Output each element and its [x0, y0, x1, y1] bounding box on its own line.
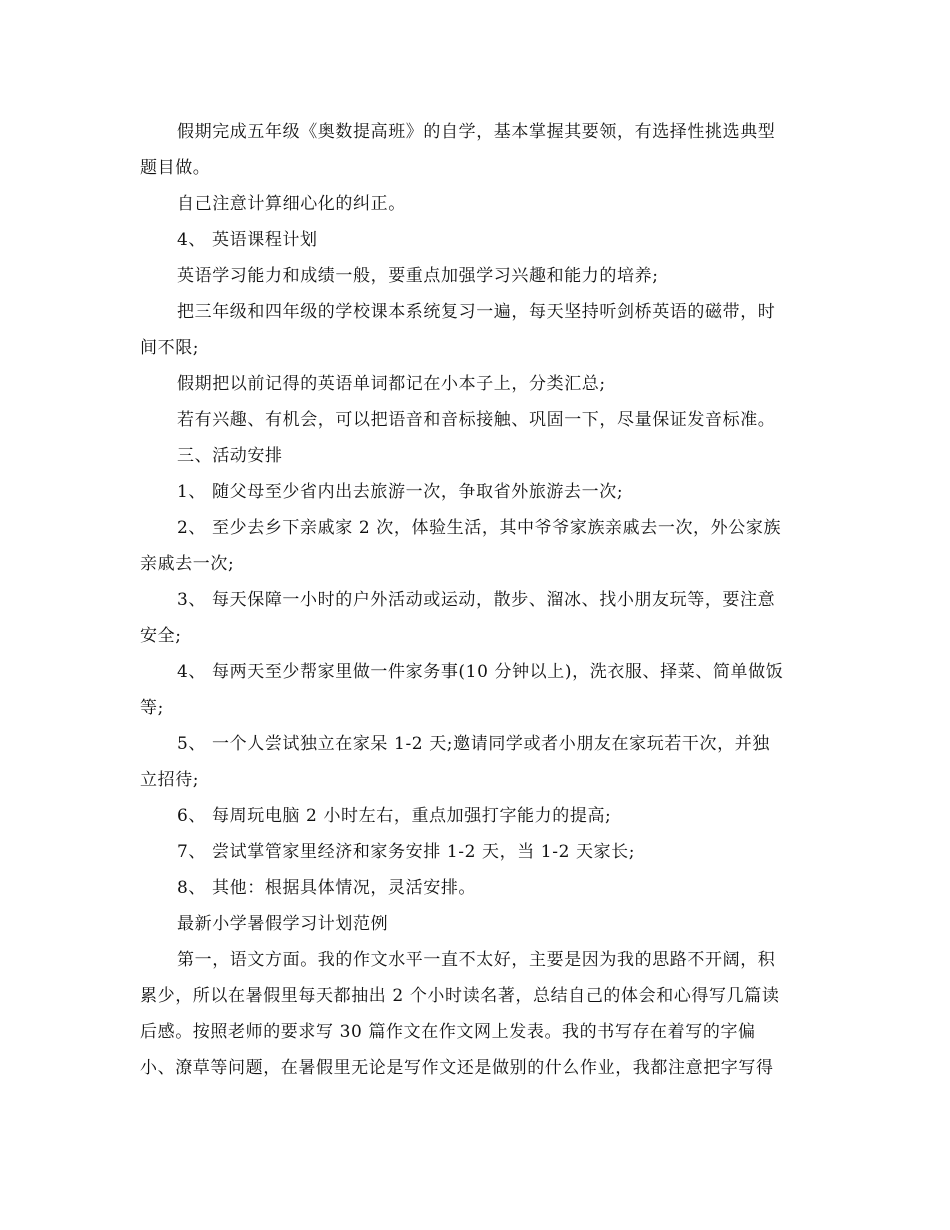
- paragraph-chinese-study: [140, 942, 816, 1086]
- text-line: 若有兴趣、有机会，可以把语音和音标接触、巩固一下，尽量保证发音标准。: [177, 410, 776, 430]
- text-line: 假期完成五年级《奥数提高班》的自学，基本掌握其要领，有选择性挑选典型: [177, 122, 776, 142]
- text-line: 亲戚去一次;: [140, 554, 235, 574]
- paragraph-calc-correction: [140, 186, 816, 222]
- activity-item-1: [140, 474, 816, 510]
- text-line: 6、 每周玩电脑 2 小时左右，重点加强打字能力的提高;: [177, 806, 612, 826]
- activity-item-6: [140, 798, 816, 834]
- text-line: 英语学习能力和成绩一般，要重点加强学习兴趣和能力的培养;: [177, 266, 659, 286]
- text-line: 8、 其他：根据具体情况，灵活安排。: [177, 878, 477, 898]
- text-line: 累少，所以在暑假里每天都抽出 2 个小时读名著，总结自己的体会和心得写几篇读: [140, 986, 780, 1006]
- paragraph-english-ability: [140, 258, 816, 294]
- document-body: [140, 114, 816, 1086]
- text-line: 三、活动安排: [177, 446, 283, 466]
- section-title-summer-plan: [140, 906, 816, 942]
- text-line: 小、潦草等问题，在暑假里无论是写作文还是做别的什么作业，我都注意把字写得: [140, 1058, 774, 1078]
- paragraph-english-review: [140, 294, 816, 366]
- text-line: 3、 每天保障一小时的户外活动或运动，散步、溜冰、找小朋友玩等，要注意: [177, 590, 776, 610]
- text-line: 第一，语文方面。我的作文水平一直不太好，主要是因为我的思路不开阔，积: [177, 950, 776, 970]
- text-line: 1、 随父母至少省内出去旅游一次，争取省外旅游去一次;: [177, 482, 624, 502]
- activity-item-4: [140, 654, 816, 726]
- text-line: 最新小学暑假学习计划范例: [177, 914, 389, 934]
- text-line: 4、 每两天至少帮家里做一件家务事(10 分钟以上)，洗衣服、择菜、简单做饭: [177, 662, 784, 682]
- text-line: 题目做。: [140, 158, 211, 178]
- paragraph-english-words: [140, 366, 816, 402]
- text-line: 5、 一个人尝试独立在家呆 1-2 天;邀请同学或者小朋友在家玩若干次，并独: [177, 734, 770, 754]
- text-line: 间不限;: [140, 338, 200, 358]
- activity-item-3: [140, 582, 816, 654]
- text-line: 把三年级和四年级的学校课本系统复习一遍，每天坚持听剑桥英语的磁带，时: [177, 302, 776, 322]
- heading-activities: [140, 438, 816, 474]
- heading-english-plan: [140, 222, 816, 258]
- text-line: 后感。按照老师的要求写 30 篇作文在作文网上发表。我的书写存在着写的字偏: [140, 1022, 756, 1042]
- text-line: 4、 英语课程计划: [177, 230, 318, 250]
- activity-item-5: [140, 726, 816, 798]
- activity-item-8: [140, 870, 816, 906]
- text-line: 7、 尝试掌管家里经济和家务安排 1-2 天，当 1-2 天家长;: [177, 842, 636, 862]
- text-line: 自己注意计算细心化的纠正。: [177, 194, 406, 214]
- text-line: 假期把以前记得的英语单词都记在小本子上，分类汇总;: [177, 374, 606, 394]
- text-line: 2、 至少去乡下亲戚家 2 次，体验生活，其中爷爷家族亲戚去一次，外公家族: [177, 518, 782, 538]
- activity-item-7: [140, 834, 816, 870]
- text-line: 等;: [140, 698, 164, 718]
- text-line: 立招待;: [140, 770, 200, 790]
- text-line: 安全;: [140, 626, 182, 646]
- paragraph-phonetics: [140, 402, 816, 438]
- activity-item-2: [140, 510, 816, 582]
- paragraph-aoshu-selfstudy: [140, 114, 816, 186]
